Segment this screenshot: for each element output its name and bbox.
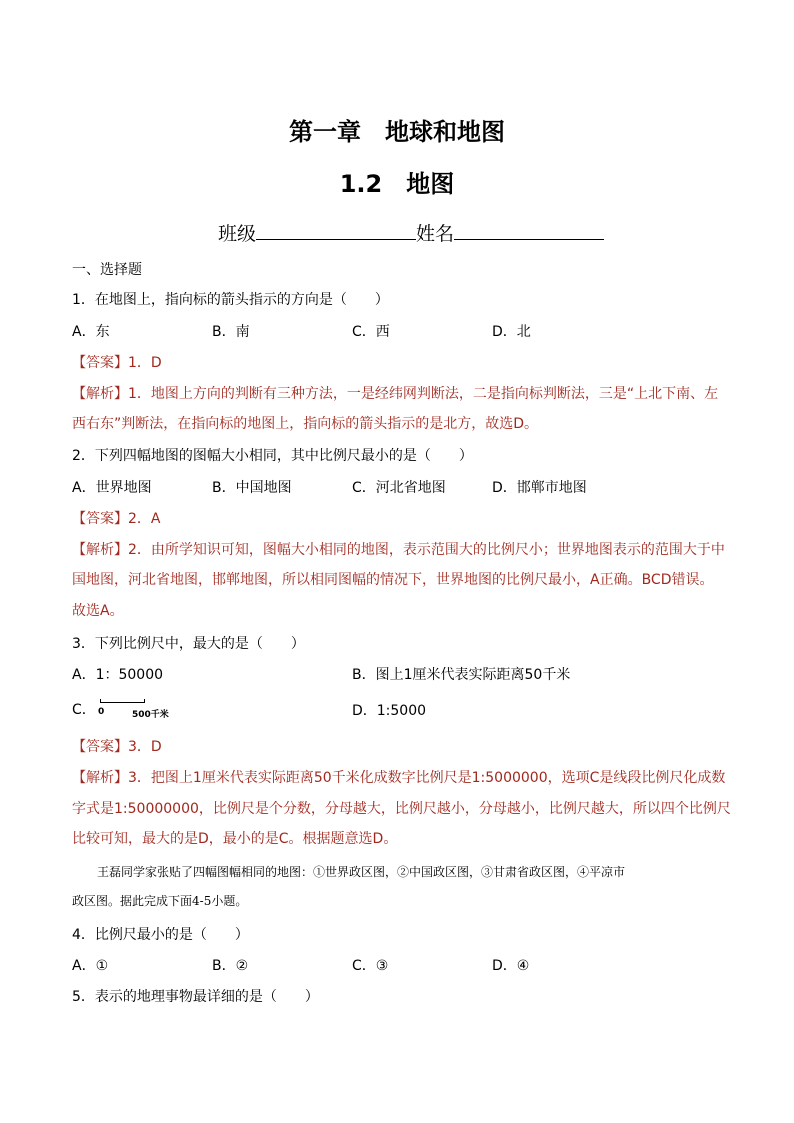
q2-option-a: A．世界地图 [72,480,152,496]
q2-analysis-line3: 故选A。 [72,603,124,619]
line-scale-bar [100,698,146,706]
q3-analysis-line1: 【解析】3．把图上1厘米代表实际距离50千米化成数字比例尺是1:5000000，选项C是线段比例尺化成数 [72,770,726,786]
q4-stem: 4．比例尺最小的是（ ） [72,927,249,943]
passage-line2: 政区图。据此完成下面4-5小题。 [72,894,248,908]
q1-stem: 1．在地图上，指向标的箭头指示的方向是（ ） [72,292,389,308]
q1-option-d: D．北 [492,324,531,340]
q3-option-a: A．1：50000 [72,667,164,683]
q1-option-a: A．东 [72,324,110,340]
passage-line1: 王磊同学家张贴了四幅图幅相同的地图：①世界政区图，②中国政区图，③甘肃省政区图，④平凉市 [97,865,626,879]
class-name-line [218,219,604,246]
q2-analysis-line1: 【解析】2．由所学知识可知，图幅大小相同的地图，表示范围大的比例尺小；世界地图表示的范围大于中 [72,542,725,558]
class-blank[interactable] [256,219,416,240]
q4-option-d: D．④ [492,958,530,974]
q1-option-c: C．西 [352,324,390,340]
section-heading: 一、选择题 [72,262,142,278]
q3-stem: 3．下列比例尺中，最大的是（ ） [72,636,305,652]
q2-option-d: D．邯郸市地图 [492,480,587,496]
q4-option-c: C．③ [352,958,389,974]
q5-stem: 5．表示的地理事物最详细的是（ ） [72,989,319,1005]
scale-zero-label: 0 [98,707,105,717]
q3-option-c: C． [72,702,96,718]
name-label: 姓名 [416,223,455,245]
name-blank[interactable] [454,219,604,240]
scale-end-label: 500千米 [132,710,169,720]
q4-option-b: B．② [212,958,249,974]
q2-analysis-line2: 国地图，河北省地图，邯郸地图，所以相同图幅的情况下，世界地图的比例尺最小，A正确。BCD错误。 [72,572,714,588]
q2-option-b: B．中国地图 [212,480,292,496]
q4-option-a: A．① [72,958,109,974]
q1-analysis-line2: 西右东”判断法，在指向标的地图上，指向标的箭头指示的是北方，故选D。 [72,416,539,432]
q3-option-b: B．图上1厘米代表实际距离50千米 [352,667,571,683]
q2-option-c: C．河北省地图 [352,480,446,496]
q2-answer: 【答案】2．A [72,511,161,527]
q1-option-b: B．南 [212,324,250,340]
q3-answer: 【答案】3．D [72,739,162,755]
q1-analysis-line1: 【解析】1．地图上方向的判断有三种方法，一是经纬网判断法，二是指向标判断法，三是“上北下南、左 [72,386,719,402]
class-label: 班级 [218,223,257,245]
q2-stem: 2．下列四幅地图的图幅大小相同，其中比例尺最小的是（ ） [72,448,473,464]
q3-analysis-line2: 字式是1:50000000，比例尺是个分数，分母越大，比例尺越小，分母越小，比例尺越大，所以四个比例尺 [72,801,731,817]
q1-answer: 【答案】1．D [72,355,162,371]
section-title: 1.2 地图 [339,170,455,198]
chapter-title: 第一章 地球和地图 [289,118,505,146]
q3-analysis-line3: 比较可知，最大的是D，最小的是C。根据题意选D。 [72,831,398,847]
q3-option-d: D．1:5000 [352,703,427,719]
